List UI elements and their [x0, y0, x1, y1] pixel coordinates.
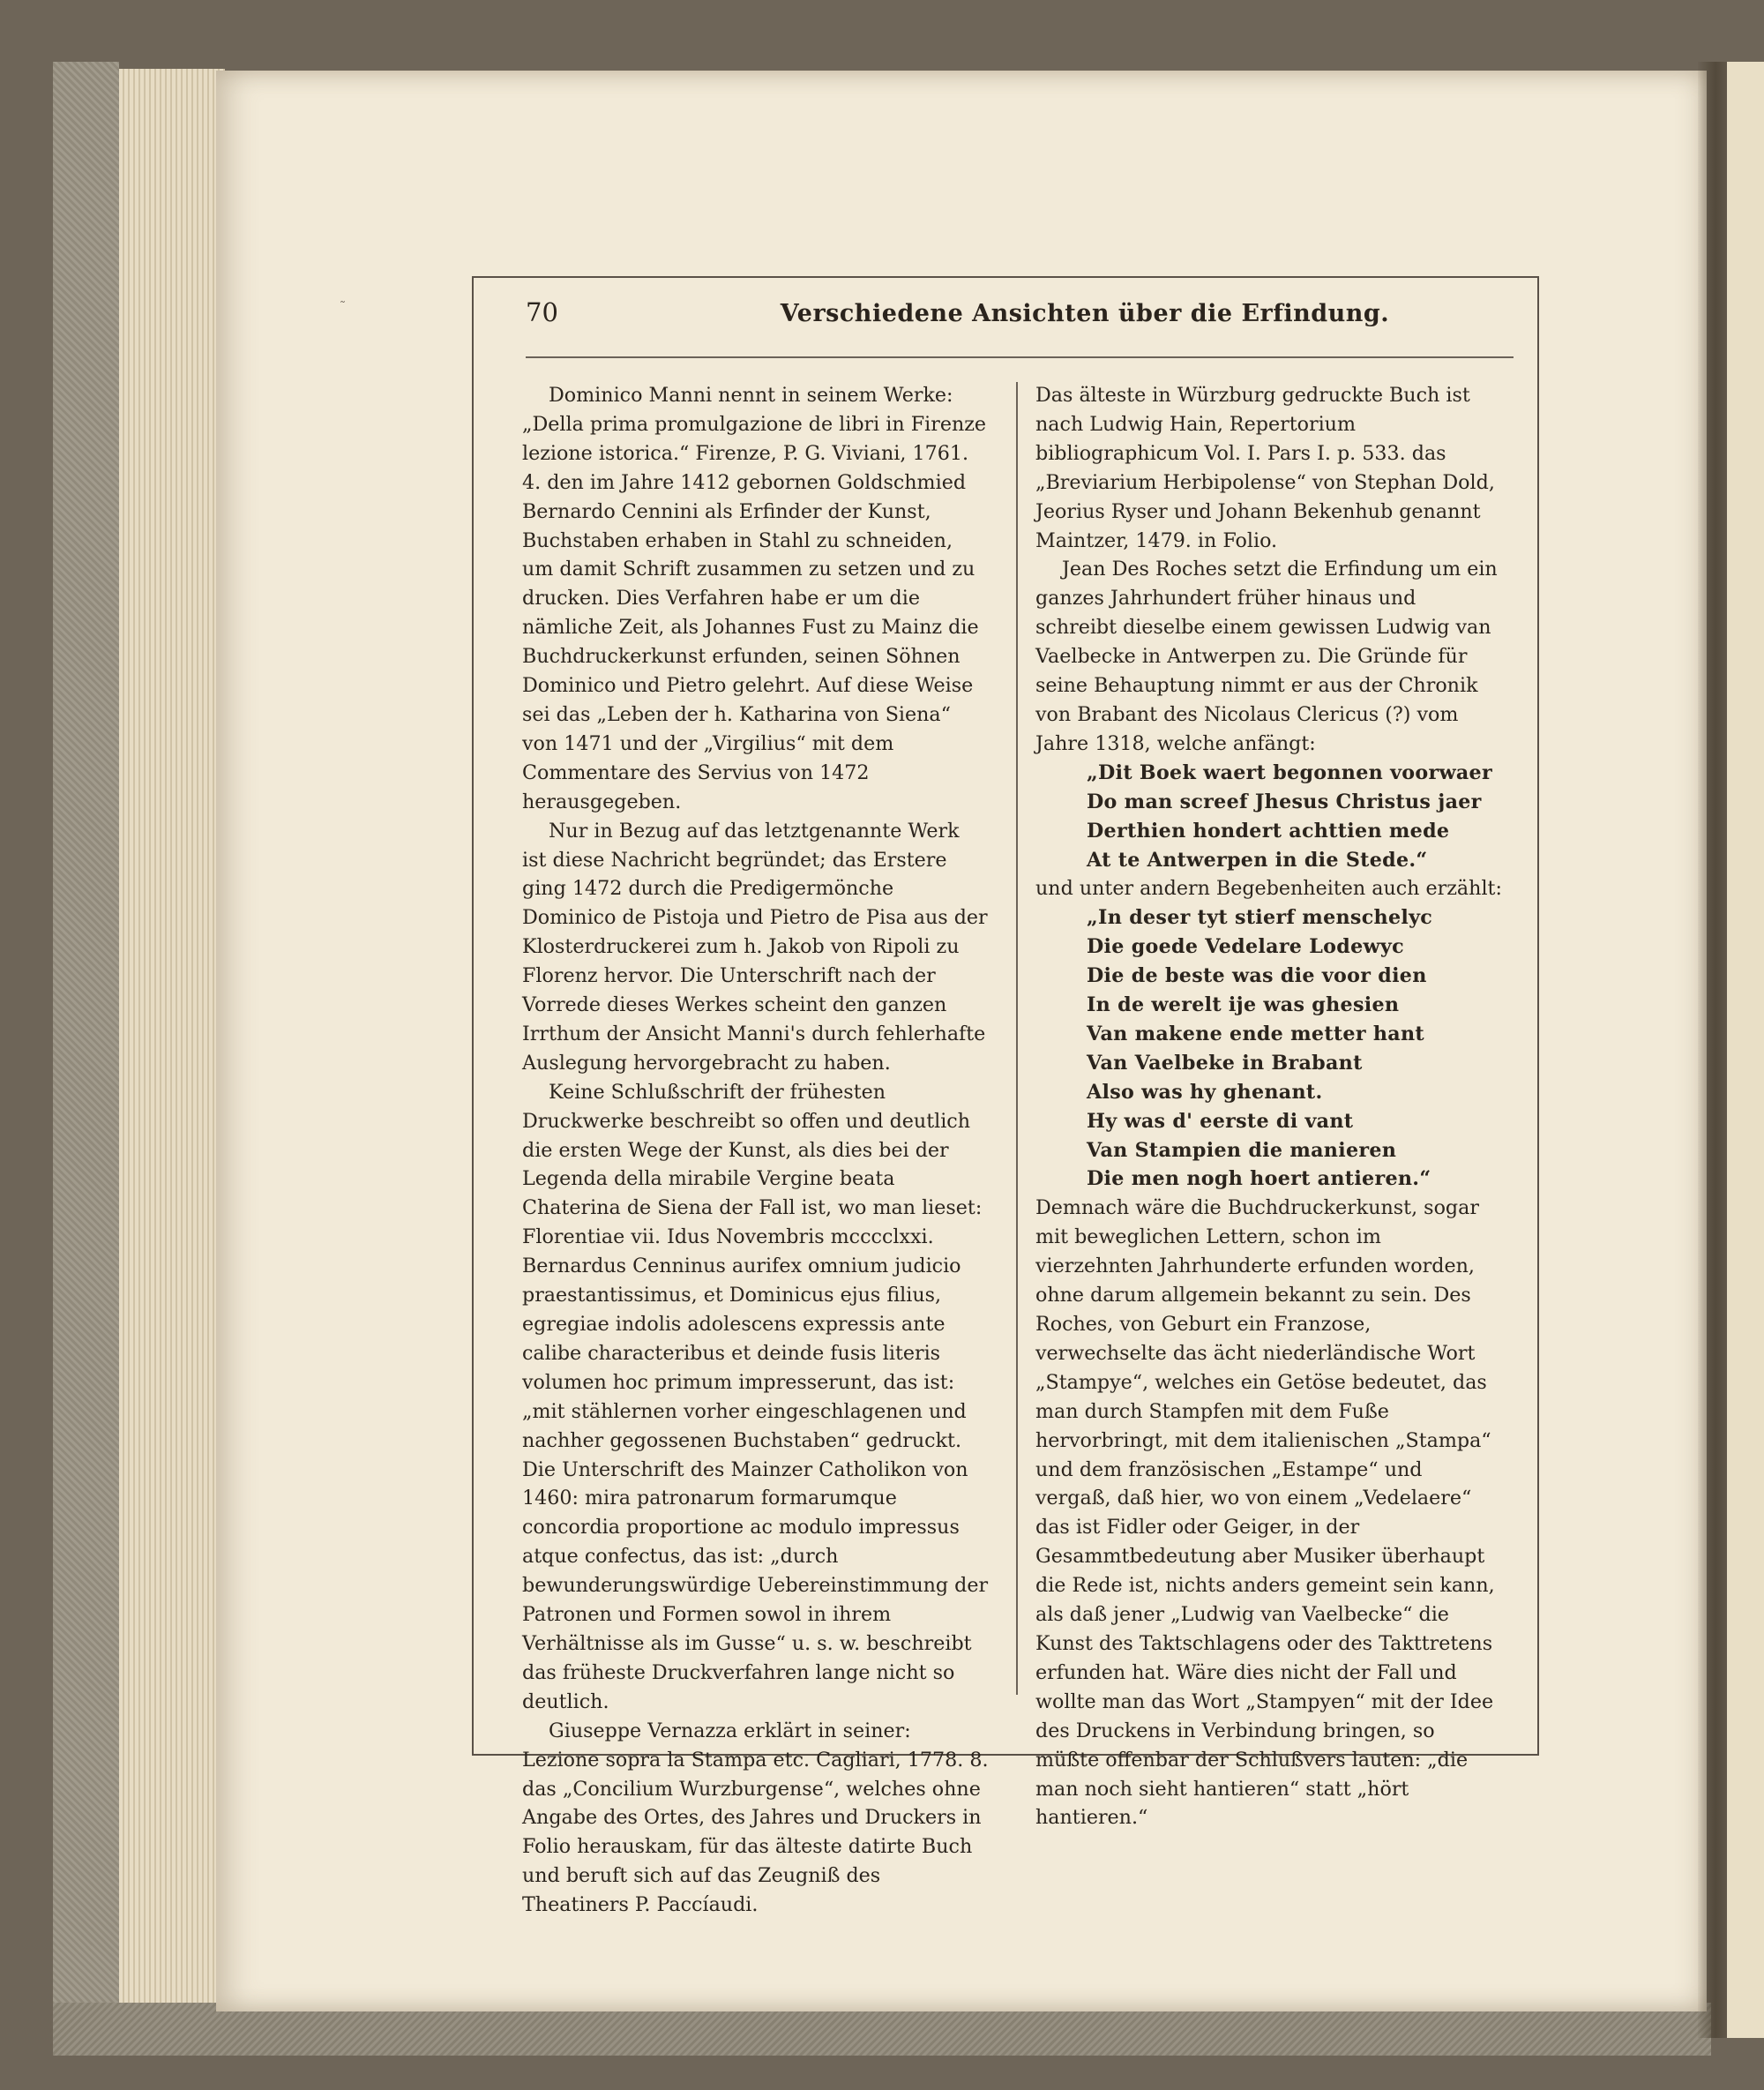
verse-line: Derthien hondert achttien mede [1087, 819, 1450, 843]
stray-mark: ˜ [340, 300, 346, 314]
verse-line: „In deser tyt stierf menschelyc [1087, 906, 1433, 930]
page-number: 70 [526, 297, 558, 327]
verse-line: In de werelt ije was ghesien [1087, 993, 1400, 1017]
page-edges [119, 69, 225, 2019]
verse-line: Die goede Vedelare Lodewyc [1087, 935, 1404, 959]
paragraph: Keine Schlußschrift der frühesten Druckwerke beschreibt so offen und deutlich die ersten Wege der Kunst, als dies bei der Legenda della mirabile Vergine beata Chaterina de Siena der Fall ist, wo man lieset: Florentiae vii. Idus Novembris mcccclxxi. Bernardus Cenninus aurifex omnium judicio praestantissimus, et Dominicus ejus filius, egregiae indolis adolescens expressis ante calibe characteribus et deinde fusis literis volumen hoc primum impresserunt, das ist: „mit stählernen vorher eingeschlagenen und nachher gegossenen Buchstaben“ gedruckt. Die Unterschrift des Mainzer Catholikon von 1460: mira patronarum formarumque concordia proportione ac modulo impressus atque confectus, das ist: „durch bewunderungswürdige Uebereinstimmung der Patronen und Formen sowol in ihrem Verhältnisse als im Gusse“ u. s. w. beschreibt das früheste Druckverfahren lange nicht so deutlich. [522, 1080, 989, 1713]
paragraph: Demnach wäre die Buchdruckerkunst, sogar mit beweglichen Lettern, schon im vierzehnten Jahrhunderte erfunden worden, ohne darum allgemein bekannt zu sein. Des Roches, von Geburt ein Franzose, verwechselte das ächt niederländische Wort „Stampye“, welches ein Getöse bedeutet, das man durch Stampfen mit dem Fuße hervorbringt, mit dem italienischen „Stampa“ und dem französischen „Estampe“ und vergaß, daß hier, wo von einem „Vedelaere“ das ist Fidler oder Geiger, in der Gesammtbedeutung aber Musiker überhaupt die Rede ist, nichts anders gemeint sein kann, als daß jener „Ludwig van Vaelbecke“ die Kunst des Taktschlagens oder des Takttretens erfunden hat. Wäre dies nicht der Fall und wollte man das Wort „Stampyen“ mit der Idee des Druckens in Verbindung bringen, so müßte offenbar der Schlußvers lauten: „die man noch sieht hantieren“ statt „hört hantieren.“ [1035, 1196, 1495, 1830]
column-divider [1016, 382, 1018, 1695]
verse-line: Van Vaelbeke in Brabant [1087, 1051, 1363, 1075]
verse-block [1035, 903, 1503, 1194]
paragraph: und unter andern Begebenheiten auch erzählt: [1035, 877, 1502, 901]
verse-line: Van Stampien die manieren [1087, 1138, 1397, 1162]
verse-line: At te Antwerpen in die Stede.“ [1087, 848, 1428, 872]
verse-block [1035, 759, 1503, 875]
left-column [522, 381, 990, 1920]
verse-line: Die de beste was die voor dien [1087, 964, 1427, 988]
next-page-edge [1727, 62, 1764, 2038]
verse-line: Van makene ende metter hant [1087, 1022, 1424, 1045]
paragraph: Nur in Bezug auf das letztgenannte Werk ist diese Nachricht begründet; das Erstere ging 1472 durch die Predigermönche Dominico de Pistoja und Pietro de Pisa aus der Klosterdruckerei zum h. Jakob von Ripoli zu Florenz hervor. Die Unterschrift nach der Vorrede dieses Werkes scheint den ganzen Irrthum der Ansicht Manni's durch fehlerhafte Auslegung hervorgebracht zu haben. [522, 819, 988, 1075]
verse-line: Die men nogh hoert antieren.“ [1087, 1167, 1431, 1191]
paragraph: Giuseppe Vernazza erklärt in seiner: Lezione sopra la Stampa etc. Cagliari, 1778. 8. das „Concilium Wurzburgense“, welches ohne Angabe des Ortes, des Jahres und Druckers in Folio herauskam, für das älteste datirte Buch und beruft sich auf das Zeugniß des Theatiners P. Paccíaudi. [522, 1719, 989, 1917]
paragraph: Dominico Manni nennt in seinem Werke: „Della prima promulgazione de libri in Firenze lezione istorica.“ Firenze, P. G. Viviani, 1761. 4. den im Jahre 1412 gebornen Goldschmied Bernardo Cennini als Erfinder der Kunst, Buchstaben erhaben in Stahl zu schneiden, um damit Schrift zusammen zu setzen und zu drucken. Dies Verfahren habe er um die nämliche Zeit, als Johannes Fust zu Mainz die Buchdruckerkunst erfunden, seinen Söhnen Dominico und Pietro gelehrt. Auf diese Weise sei das „Leben der h. Katharina von Siena“ von 1471 und der „Virgilius“ mit dem Commentare des Servius von 1472 herausgegeben. [522, 384, 987, 813]
verse-line: „Dit Boek waert begonnen voorwaer [1087, 760, 1492, 784]
paragraph: Jean Des Roches setzt die Erfindung um ein ganzes Jahrhundert früher hinaus und schreibt dieselbe einem gewissen Ludwig van Vaelbecke in Antwerpen zu. Die Gründe für seine Behauptung nimmt er aus der Chronik von Brabant des Nicolaus Clericus (?) vom Jahre 1318, welche anfängt: [1035, 558, 1498, 755]
verse-line: Also was hy ghenant. [1087, 1080, 1323, 1104]
header-rule [526, 356, 1514, 358]
verse-line: Do man screef Jhesus Christus jaer [1087, 790, 1482, 813]
verse-line: Hy was d' eerste di vant [1087, 1109, 1354, 1133]
book-binding-left [53, 62, 119, 2038]
paragraph: Das älteste in Würzburg gedruckte Buch ist nach Ludwig Hain, Repertorium bibliographicum Vol. I. Pars I. p. 533. das „Breviarium Herbipolense“ von Stephan Dold, Jeorius Ryser und Johann Bekenhub genannt Maintzer, 1479. in Folio. [1035, 384, 1495, 552]
right-column [1035, 381, 1503, 1832]
running-title: Verschiedene Ansichten über die Erfindung. [780, 300, 1390, 327]
